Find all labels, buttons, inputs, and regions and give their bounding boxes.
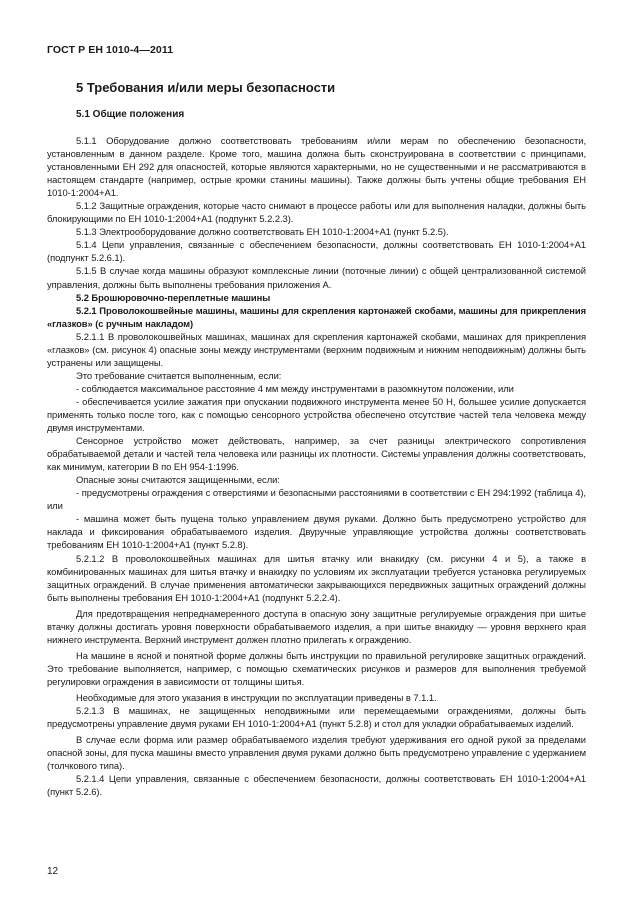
page-number: 12 bbox=[47, 866, 59, 877]
paragraph: - обеспечивается усилие зажатия при опускании подвижного инструмента менее 50 Н, большее усилие допускается применять только после того, как с помощью сенсорного устройства обеспечено отсутствие частей тела человека между двумя инструментами. bbox=[47, 395, 586, 434]
paragraph: В случае если форма или размер обрабатываемого изделия требуют удерживания его одной рукой за пределами опасной зоны, для пуска машины вместо управления двумя руками должно быть предусмотрено управление с удержанием (толчкового типа). bbox=[47, 734, 586, 772]
paragraph: 5.2.1.1 В проволокошвейных машинах, машинах для скрепления картонажей скобами, машинах для прикрепления «глазков» (см. рисунок 4) опасные зоны между инструментами (верхним подвижным и нижним неподвижным) должны быть устранены или защищены. bbox=[47, 330, 586, 368]
page-content bbox=[47, 80, 586, 798]
paragraph-list bbox=[47, 134, 586, 798]
paragraph: 5.1.3 Электрооборудование должно соответствовать ЕН 1010-1:2004+A1 (пункт 5.2.5). bbox=[76, 226, 449, 238]
paragraph: 5.1.1 Оборудование должно соответствовать требованиям и/или мерам по обеспечению безопасности, установленным в данном разделе. Кроме того, машина должна быть сконструирована в соответствии с принципами, установленными ЕН 292 для опасностей, которые являются характерными, но не существенными и не рассматриваются в настоящем стандарте (например, острые кромки станины машины). Также должны быть учтены общие требования ЕН 1010-1:2004+A1. bbox=[47, 135, 586, 199]
paragraph: Опасные зоны считаются защищенными, если: bbox=[76, 474, 280, 486]
paragraph: 5.1.4 Цепи управления, связанные с обеспечением безопасности, должны соответствовать ЕН 1010-1:2004+A1 (подпункт 5.2.6.1). bbox=[47, 239, 586, 264]
paragraph: - машина может быть пущена только управлением двумя руками. Должно быть предусмотрено устройство для наклада и фиксирования обрабатываемого изделия. Двуручные управляющие устройства должны соответствовать требованиям ЕН 1010-1:2004+A1 (пункт 5.2.8). bbox=[47, 513, 586, 551]
paragraph: На машине в ясной и понятной форме должны быть инструкции по правильной регулировке защитных ограждений. Это требование выполняется, например, с помощью схематических рисунков и размеров для выполнения требуемой регулировки ограждения в зависимости от толщины шитья. bbox=[47, 649, 586, 687]
paragraph: 5.2.1.2 В проволокошвейных машинах для шитья втачку или внакидку (см. рисунки 4 и 5), а также в комбинированных машинах для шитья втачку и внакидку по условиям их эксплуатации требуется установка регулируемых защитных ограждений. В случае применения автоматически закрывающихся передвижных защитных ограждений должны быть выполнены требования ЕН 1010-1:2004+A1 (подпункт 5.2.2.4). bbox=[47, 552, 586, 603]
paragraph: 5.1.2 Защитные ограждения, которые часто снимают в процессе работы или для выполнения наладки, должны быть блокирующими по ЕН 1010-1:2004+A1 (подпункт 5.2.2.3). bbox=[47, 200, 586, 225]
section-title: 5 Требования и/или меры безопасности bbox=[76, 80, 336, 95]
paragraph: Это требование считается выполненным, если: bbox=[76, 369, 282, 381]
paragraph-heading: 5.2.1 Проволокошвейные машины, машины для скрепления картонажей скобами, машины для прикрепления «глазков» (с ручным накладом) bbox=[47, 304, 586, 329]
paragraph: 5.2.1.3 В машинах, не защищенных неподвижными или перемещаемыми ограждениями, должны быть предусмотрены управление двумя руками ЕН 1010-1:2004+A1 (пункт 5.2.8) и стол для укладки обрабатываемых изделий. bbox=[47, 705, 586, 730]
paragraph: 5.1.5 В случае когда машины образуют комплексные линии (поточные линии) с общей централизованной системой управления, должны быть выполнены требования приложения А. bbox=[47, 265, 586, 290]
paragraph: - соблюдается максимальное расстояние 4 мм между инструментами в разомкнутом положении, или bbox=[76, 382, 514, 394]
paragraph-heading: 5.2 Брошюровочно-переплетные машины bbox=[76, 291, 271, 303]
subsection-title: 5.1 Общие положения bbox=[76, 109, 185, 120]
paragraph: 5.2.1.4 Цепи управления, связанные с обеспечением безопасности, должны соответствовать ЕН 1010-1:2004+A1 (пункт 5.2.6). bbox=[47, 773, 586, 798]
paragraph: - предусмотрены ограждения с отверстиями и безопасными расстояниями в соответствии с ЕН 294:1992 (таблица 4), или bbox=[47, 487, 586, 512]
running-header: ГОСТ Р ЕН 1010-4—2011 bbox=[47, 44, 174, 56]
paragraph: Для предотвращения непреднамеренного доступа в опасную зону защитные регулируемые ограждения при шитье втачку должны достигать уровня поверхности обрабатываемого изделия, а при шитье внакидку — уровня верхнего края нижнего инструмента. Верхний инструмент должен плотно прилегать к ограждению. bbox=[47, 607, 586, 645]
paragraph: Сенсорное устройство может действовать, например, за счет разницы электрического сопротивления обрабатываемой детали и частей тела человека или разницы их плотности. Системы управления должны соответствовать, как минимум, категории В по ЕН 954-1:1996. bbox=[47, 435, 586, 473]
paragraph: Необходимые для этого указания в инструкции по эксплуатации приведены в 7.1.1. bbox=[76, 691, 437, 703]
